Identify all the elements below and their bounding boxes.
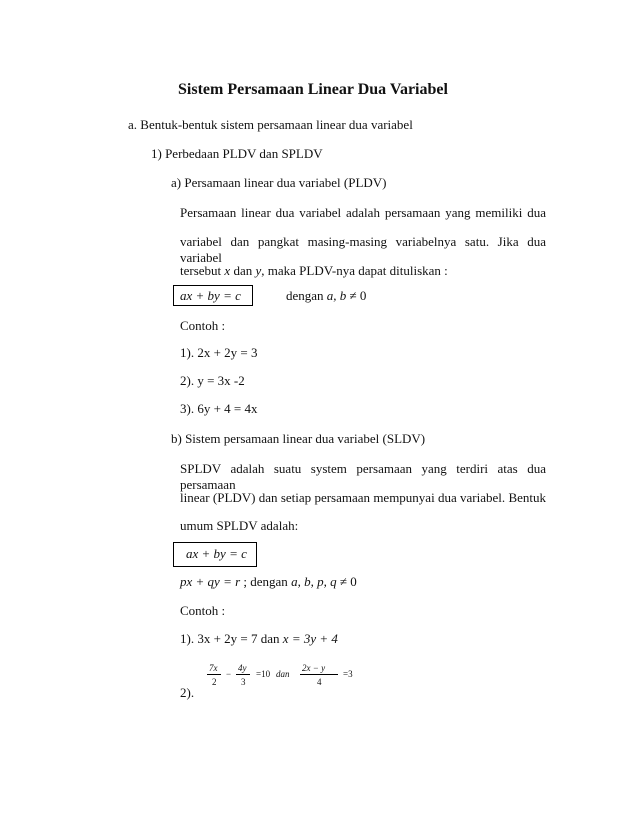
sub-b-paragraph-line-1: SPLDV adalah suatu system persamaan yang terdiri atas dua persamaan — [180, 461, 546, 492]
spldv-formula-2: px + qy = r ; dengan a, b, p, q ≠ 0 — [180, 574, 357, 589]
frac2-denominator: 3 — [241, 677, 246, 687]
sub-a-heading: a) Persamaan linear dua variabel (PLDV) — [171, 175, 387, 190]
frac1-numerator: 7x — [209, 663, 218, 673]
sub-a-paragraph-line-1: Persamaan linear dua variabel adalah persamaan yang memiliki dua — [180, 205, 546, 220]
sub-a-example-1: 1). 2x + 2y = 3 — [180, 345, 258, 360]
equals-three: =3 — [343, 669, 353, 679]
sub-a-example-3: 3). 6y + 4 = 4x — [180, 401, 258, 416]
sub-a-paragraph-line-2: variabel dan pangkat masing-masing variabelnya satu. Jika dua variabel — [180, 234, 546, 265]
sub-b-paragraph-line-3: umum SPLDV adalah: — [180, 518, 299, 533]
section-a-heading: a. Bentuk-bentuk sistem persamaan linear dua variabel — [128, 117, 413, 132]
sub-b-contoh-label: Contoh : — [180, 603, 226, 618]
frac1-bar — [207, 674, 221, 675]
frac2-numerator: 4y — [238, 663, 247, 673]
frac3-bar — [300, 674, 338, 675]
sub-a-example-2: 2). y = 3x -2 — [180, 373, 245, 388]
sub-b-heading: b) Sistem persamaan linear dua variabel (SLDV) — [171, 431, 426, 446]
frac3-numerator: 2x − y — [302, 663, 326, 673]
page-title: Sistem Persamaan Linear Dua Variabel — [178, 81, 448, 98]
item-1-heading: 1) Perbedaan PLDV dan SPLDV — [151, 146, 323, 161]
frac1-denominator: 2 — [212, 677, 217, 687]
dan-word: dan — [276, 669, 290, 679]
equals-ten: =10 — [256, 669, 271, 679]
sub-a-paragraph-line-3: tersebut x dan y, maka PLDV-nya dapat dituliskan : — [180, 263, 448, 278]
frac3-denominator: 4 — [317, 677, 322, 687]
spldv-formula-1: ax + by = c — [186, 546, 247, 561]
sub-b-paragraph-line-2: linear (PLDV) dan setiap persamaan mempunyai dua variabel. Bentuk — [180, 490, 546, 505]
sub-a-contoh-label: Contoh : — [180, 318, 226, 333]
frac2-bar — [236, 674, 250, 675]
pldv-formula: ax + by = c — [180, 288, 241, 303]
sub-b-example-2-number: 2). — [180, 685, 195, 700]
pldv-condition: dengan a, b ≠ 0 — [286, 288, 367, 303]
sub-b-example-1: 1). 3x + 2y = 7 dan x = 3y + 4 — [180, 631, 338, 646]
operator-minus: − — [226, 669, 232, 679]
